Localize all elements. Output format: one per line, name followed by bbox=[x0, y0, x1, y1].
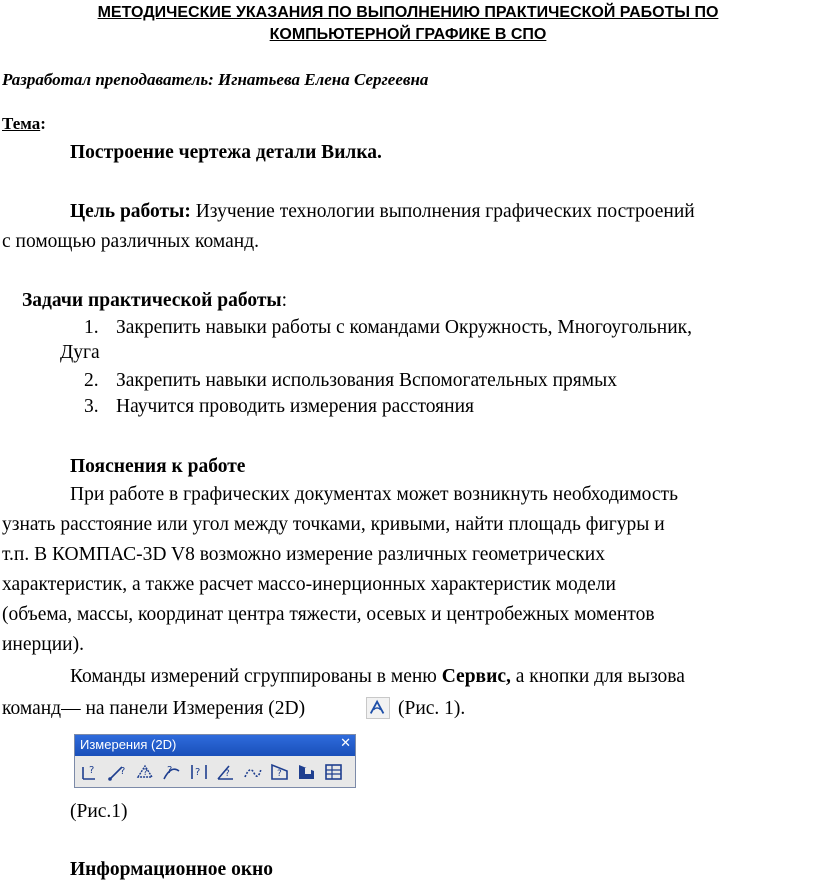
tasks-heading-text: Задачи практической работы bbox=[22, 290, 282, 311]
goal-label: Цель работы: bbox=[70, 201, 191, 222]
svg-text:?: ? bbox=[225, 769, 230, 779]
explanation-heading: Пояснения к работе bbox=[70, 456, 246, 477]
tasks-heading bbox=[22, 290, 287, 312]
explanation-p1-line1: При работе в графических документах может возникнуть необходимость bbox=[70, 484, 678, 505]
svg-text:?: ? bbox=[143, 768, 148, 778]
info-window-heading: Информационное окно bbox=[70, 859, 274, 880]
tasks-colon: : bbox=[281, 290, 288, 311]
distance-icon[interactable] bbox=[133, 760, 157, 784]
goal-line2: с помощью различных команд. bbox=[2, 231, 259, 252]
close-icon[interactable]: ✕ bbox=[340, 736, 351, 751]
task-2-number: 2. bbox=[84, 370, 99, 391]
document-title-line2: КОМПЬЮТЕРНОЙ ГРАФИКЕ В СПО bbox=[269, 26, 547, 43]
toolbar-buttons bbox=[79, 760, 346, 784]
measure-2d-panel-icon bbox=[366, 697, 390, 719]
mass-icon[interactable] bbox=[295, 760, 319, 784]
task-1-text: Закрепить навыки работы с командами Окружность, Многоугольник, bbox=[116, 317, 693, 338]
angle-icon[interactable] bbox=[214, 760, 238, 784]
task-1-text-cont: Дуга bbox=[60, 342, 100, 363]
goal-text-1: Изучение технологии выполнения графических построений bbox=[190, 201, 695, 222]
topic-colon: : bbox=[40, 114, 46, 133]
length-icon[interactable] bbox=[241, 760, 265, 784]
explanation-p1-line5: (объема, массы, координат центра тяжести, осевых и центробежных моментов bbox=[2, 604, 655, 625]
explanation-p2-line2-start: команд— на панели Измерения (2D) bbox=[2, 698, 306, 719]
p2-text-end: а кнопки для вызова bbox=[510, 666, 685, 687]
explanation-p1-line2: узнать расстояние или угол между точками, кривыми, найти площадь фигуры и bbox=[2, 514, 665, 535]
explanation-p1-line6: инерции). bbox=[2, 634, 84, 655]
author-line: Разработал преподаватель: Игнатьева Елена Сергеевна bbox=[2, 70, 429, 89]
svg-text:?: ? bbox=[277, 769, 282, 779]
distance-icon[interactable] bbox=[106, 760, 130, 784]
explanation-p1-line4: характеристик, а также расчет массо-инерционных характеристик модели bbox=[2, 574, 616, 595]
goal-line1 bbox=[70, 201, 695, 223]
svg-text:?: ? bbox=[120, 766, 126, 777]
topic-text: Построение чертежа детали Вилка. bbox=[70, 142, 382, 163]
task-3-number: 3. bbox=[84, 396, 99, 417]
task-2-text: Закрепить навыки использования Вспомогательных прямых bbox=[116, 370, 617, 391]
p2-text-start: Команды измерений сгруппированы в меню bbox=[70, 666, 442, 687]
svg-text:?: ? bbox=[89, 765, 95, 776]
svg-text:?: ? bbox=[195, 767, 201, 778]
table-icon[interactable] bbox=[322, 760, 346, 784]
distance-icon[interactable] bbox=[187, 760, 211, 784]
distance-icon[interactable] bbox=[160, 760, 184, 784]
distance-icon[interactable] bbox=[79, 760, 103, 784]
measurements-toolbar bbox=[74, 734, 356, 788]
explanation-p2-line2-end: (Рис. 1). bbox=[398, 698, 466, 719]
figure-caption: (Рис.1) bbox=[70, 801, 128, 822]
explanation-p1-line3: т.п. В КОМПАС-3D V8 возможно измерение различных геометрических bbox=[2, 544, 605, 565]
task-3-text: Научится проводить измерения расстояния bbox=[116, 396, 474, 417]
svg-text:?: ? bbox=[167, 765, 173, 776]
menu-service-bold: Сервис, bbox=[441, 666, 511, 687]
topic-label-text: Тема bbox=[2, 114, 41, 133]
explanation-p2-line1 bbox=[70, 666, 685, 688]
task-1-number: 1. bbox=[84, 317, 99, 338]
area-icon[interactable] bbox=[268, 760, 292, 784]
document-title-line1: МЕТОДИЧЕСКИЕ УКАЗАНИЯ ПО ВЫПОЛНЕНИЮ ПРАКТИЧЕСКОЙ РАБОТЫ ПО bbox=[97, 4, 719, 21]
toolbar-title: Измерения (2D) bbox=[75, 735, 355, 756]
topic-label bbox=[2, 114, 46, 134]
